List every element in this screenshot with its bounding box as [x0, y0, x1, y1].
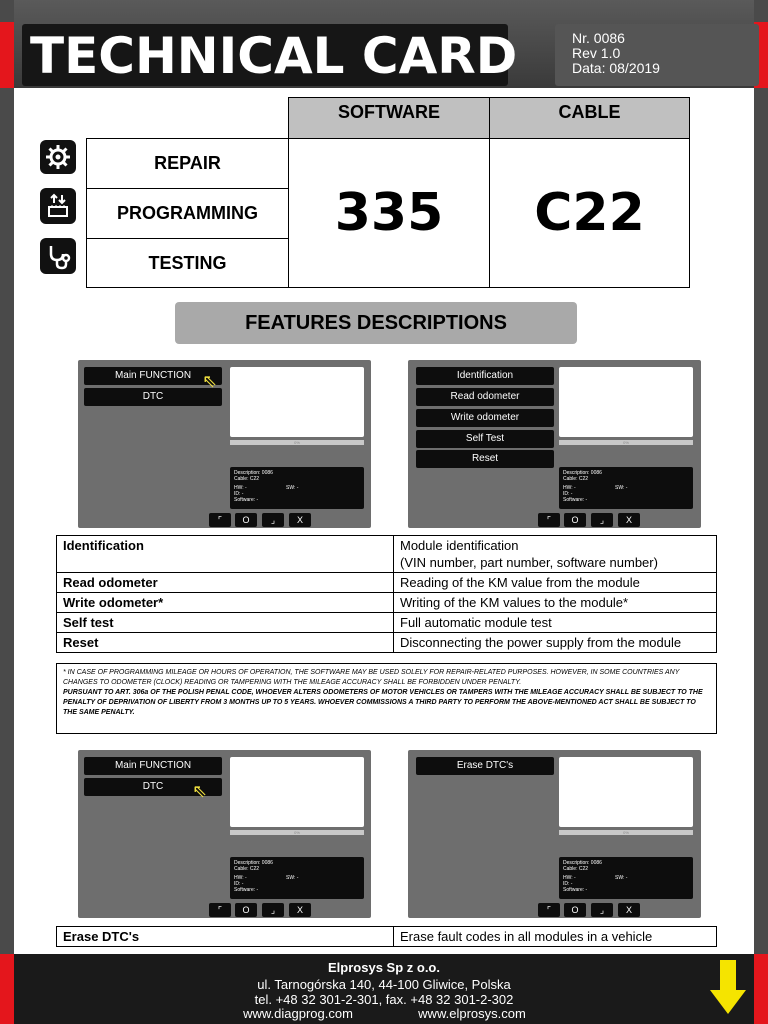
table-row: Identification Module identification (VIN number, part number, software number)	[57, 536, 717, 573]
footer	[0, 954, 768, 1024]
red-accent-bottom-left	[0, 954, 14, 1024]
cable-header: CABLE	[489, 97, 690, 139]
menu-write-odometer[interactable]: Write odometer	[416, 409, 554, 427]
software-header: SOFTWARE	[288, 97, 490, 139]
enter-button[interactable]: ⌟	[262, 903, 284, 917]
table-row: Erase DTC's Erase fault codes in all modules in a vehicle	[57, 927, 717, 947]
info-panel: Description: 0086 Cable: C22 HW: - SW: - ID: - Software: -	[230, 467, 364, 509]
red-accent-bottom-right	[754, 954, 768, 1024]
table-row: Self test Full automatic module test	[57, 613, 717, 633]
ok-button[interactable]: O	[235, 903, 257, 917]
menu-self-test[interactable]: Self Test	[416, 430, 554, 448]
close-button[interactable]: X	[618, 513, 640, 527]
footer-website-elprosys[interactable]: www.elprosys.com	[418, 1006, 526, 1021]
progress-bar: 0%	[559, 440, 693, 445]
gear-wrench-icon	[40, 140, 76, 174]
menu-read-odometer[interactable]: Read odometer	[416, 388, 554, 406]
device-screen-main-function	[78, 360, 371, 528]
device-screen-identification	[408, 360, 701, 528]
info-panel: Description: 0086 Cable: C22 HW: - SW: - ID: - Software: -	[559, 857, 693, 899]
right-frame	[754, 0, 768, 1024]
features-title: FEATURES DESCRIPTIONS	[175, 302, 577, 344]
row-testing: TESTING	[86, 238, 289, 288]
enter-button[interactable]: ⌟	[262, 513, 284, 527]
ok-button[interactable]: O	[564, 903, 586, 917]
back-button[interactable]: ⌜	[538, 903, 560, 917]
red-accent-top-left	[0, 22, 14, 88]
ok-button[interactable]: O	[235, 513, 257, 527]
device-screen-erase-dtc	[408, 750, 701, 918]
software-number: 335	[288, 138, 490, 288]
ok-button[interactable]: O	[564, 513, 586, 527]
display-area	[230, 757, 364, 827]
back-button[interactable]: ⌜	[209, 903, 231, 917]
menu-reset[interactable]: Reset	[416, 450, 554, 468]
menu-dtc[interactable]: DTC	[84, 388, 222, 406]
footer-phone: tel. +48 32 301-2-301, fax. +48 32 301-2-302	[254, 992, 514, 1007]
footer-company: Elprosys Sp z o.o.	[328, 960, 440, 975]
row-programming: PROGRAMMING	[86, 188, 289, 239]
progress-bar: 0%	[230, 440, 364, 445]
close-button[interactable]: X	[618, 903, 640, 917]
footer-address: ul. Tarnogórska 140, 44-100 Gliwice, Polska	[257, 977, 511, 992]
back-button[interactable]: ⌜	[209, 513, 231, 527]
table-row: Read odometer Reading of the KM value from the module	[57, 573, 717, 593]
programming-chip-icon	[40, 188, 76, 224]
legal-note-text-1: * IN CASE OF PROGRAMMING MILEAGE OR HOURS OF OPERATION, THE SOFTWARE MAY BE USED SOLELY FOR REPAIR-RELATED PURPOSES. HOWEVER, IN SOME COUNTRIES ANY CHANGES TO ODOMETER (CLOCK) READING OR TAMPERING WITH THE MILEAGE ACCURACY SHALL BE FORBIDDEN UNDER PENALTY.	[63, 669, 680, 686]
menu-identification[interactable]: Identification	[416, 367, 554, 385]
down-arrow-icon[interactable]	[708, 960, 748, 1016]
document-date: Data: 08/2019	[572, 60, 660, 76]
menu-dtc[interactable]: DTC	[84, 778, 222, 796]
table-row: Write odometer* Writing of the KM values to the module*	[57, 593, 717, 613]
pointer-arrow-icon: ⇖	[192, 781, 208, 801]
footer-website-diagprog[interactable]: www.diagprog.com	[243, 1006, 353, 1021]
menu-erase-dtc[interactable]: Erase DTC's	[416, 757, 554, 775]
left-frame	[0, 0, 14, 1024]
stethoscope-icon	[40, 238, 76, 274]
cable-code: C22	[489, 138, 690, 288]
document-revision: Rev 1.0	[572, 45, 621, 61]
menu-main-function[interactable]: Main FUNCTION	[84, 367, 222, 385]
enter-button[interactable]: ⌟	[591, 513, 613, 527]
display-area	[230, 367, 364, 437]
menu-main-function[interactable]: Main FUNCTION	[84, 757, 222, 775]
close-button[interactable]: X	[289, 903, 311, 917]
pointer-arrow-icon: ⇖	[202, 371, 218, 391]
progress-bar: 0%	[230, 830, 364, 835]
features-table	[56, 535, 717, 653]
table-row: Reset Disconnecting the power supply from the module	[57, 633, 717, 653]
enter-button[interactable]: ⌟	[591, 903, 613, 917]
erase-dtc-table	[56, 926, 717, 947]
display-area	[559, 367, 693, 437]
document-number: Nr. 0086	[572, 30, 625, 46]
display-area	[559, 757, 693, 827]
close-button[interactable]: X	[289, 513, 311, 527]
legal-note	[56, 663, 717, 734]
progress-bar: 0%	[559, 830, 693, 835]
legal-note-text-2: PURSUANT TO ART. 306a OF THE POLISH PENAL CODE, WHOEVER ALTERS ODOMETERS OF MOTOR VEHICLES OR TAMPERS WITH THE MILEAGE ACCURACY SHALL BE SUBJECT TO THE PENALTY OF DEPRIVATION OF LIBERTY FROM 3 MONTHS UP TO 5 YEARS. WHOEVER COMMISSIONS A THIRD PARTY TO PERFORM THE ABOVE-MENTIONED ACT SHALL BE SUBJECT TO THE SAME PENALTY.	[63, 689, 703, 716]
device-screen-dtc	[78, 750, 371, 918]
info-panel: Description: 0086 Cable: C22 HW: - SW: - ID: - Software: -	[230, 857, 364, 899]
back-button[interactable]: ⌜	[538, 513, 560, 527]
page-title: TECHNICAL CARD	[30, 27, 518, 85]
info-panel: Description: 0086 Cable: C22 HW: - SW: - ID: - Software: -	[559, 467, 693, 509]
row-repair: REPAIR	[86, 138, 289, 189]
